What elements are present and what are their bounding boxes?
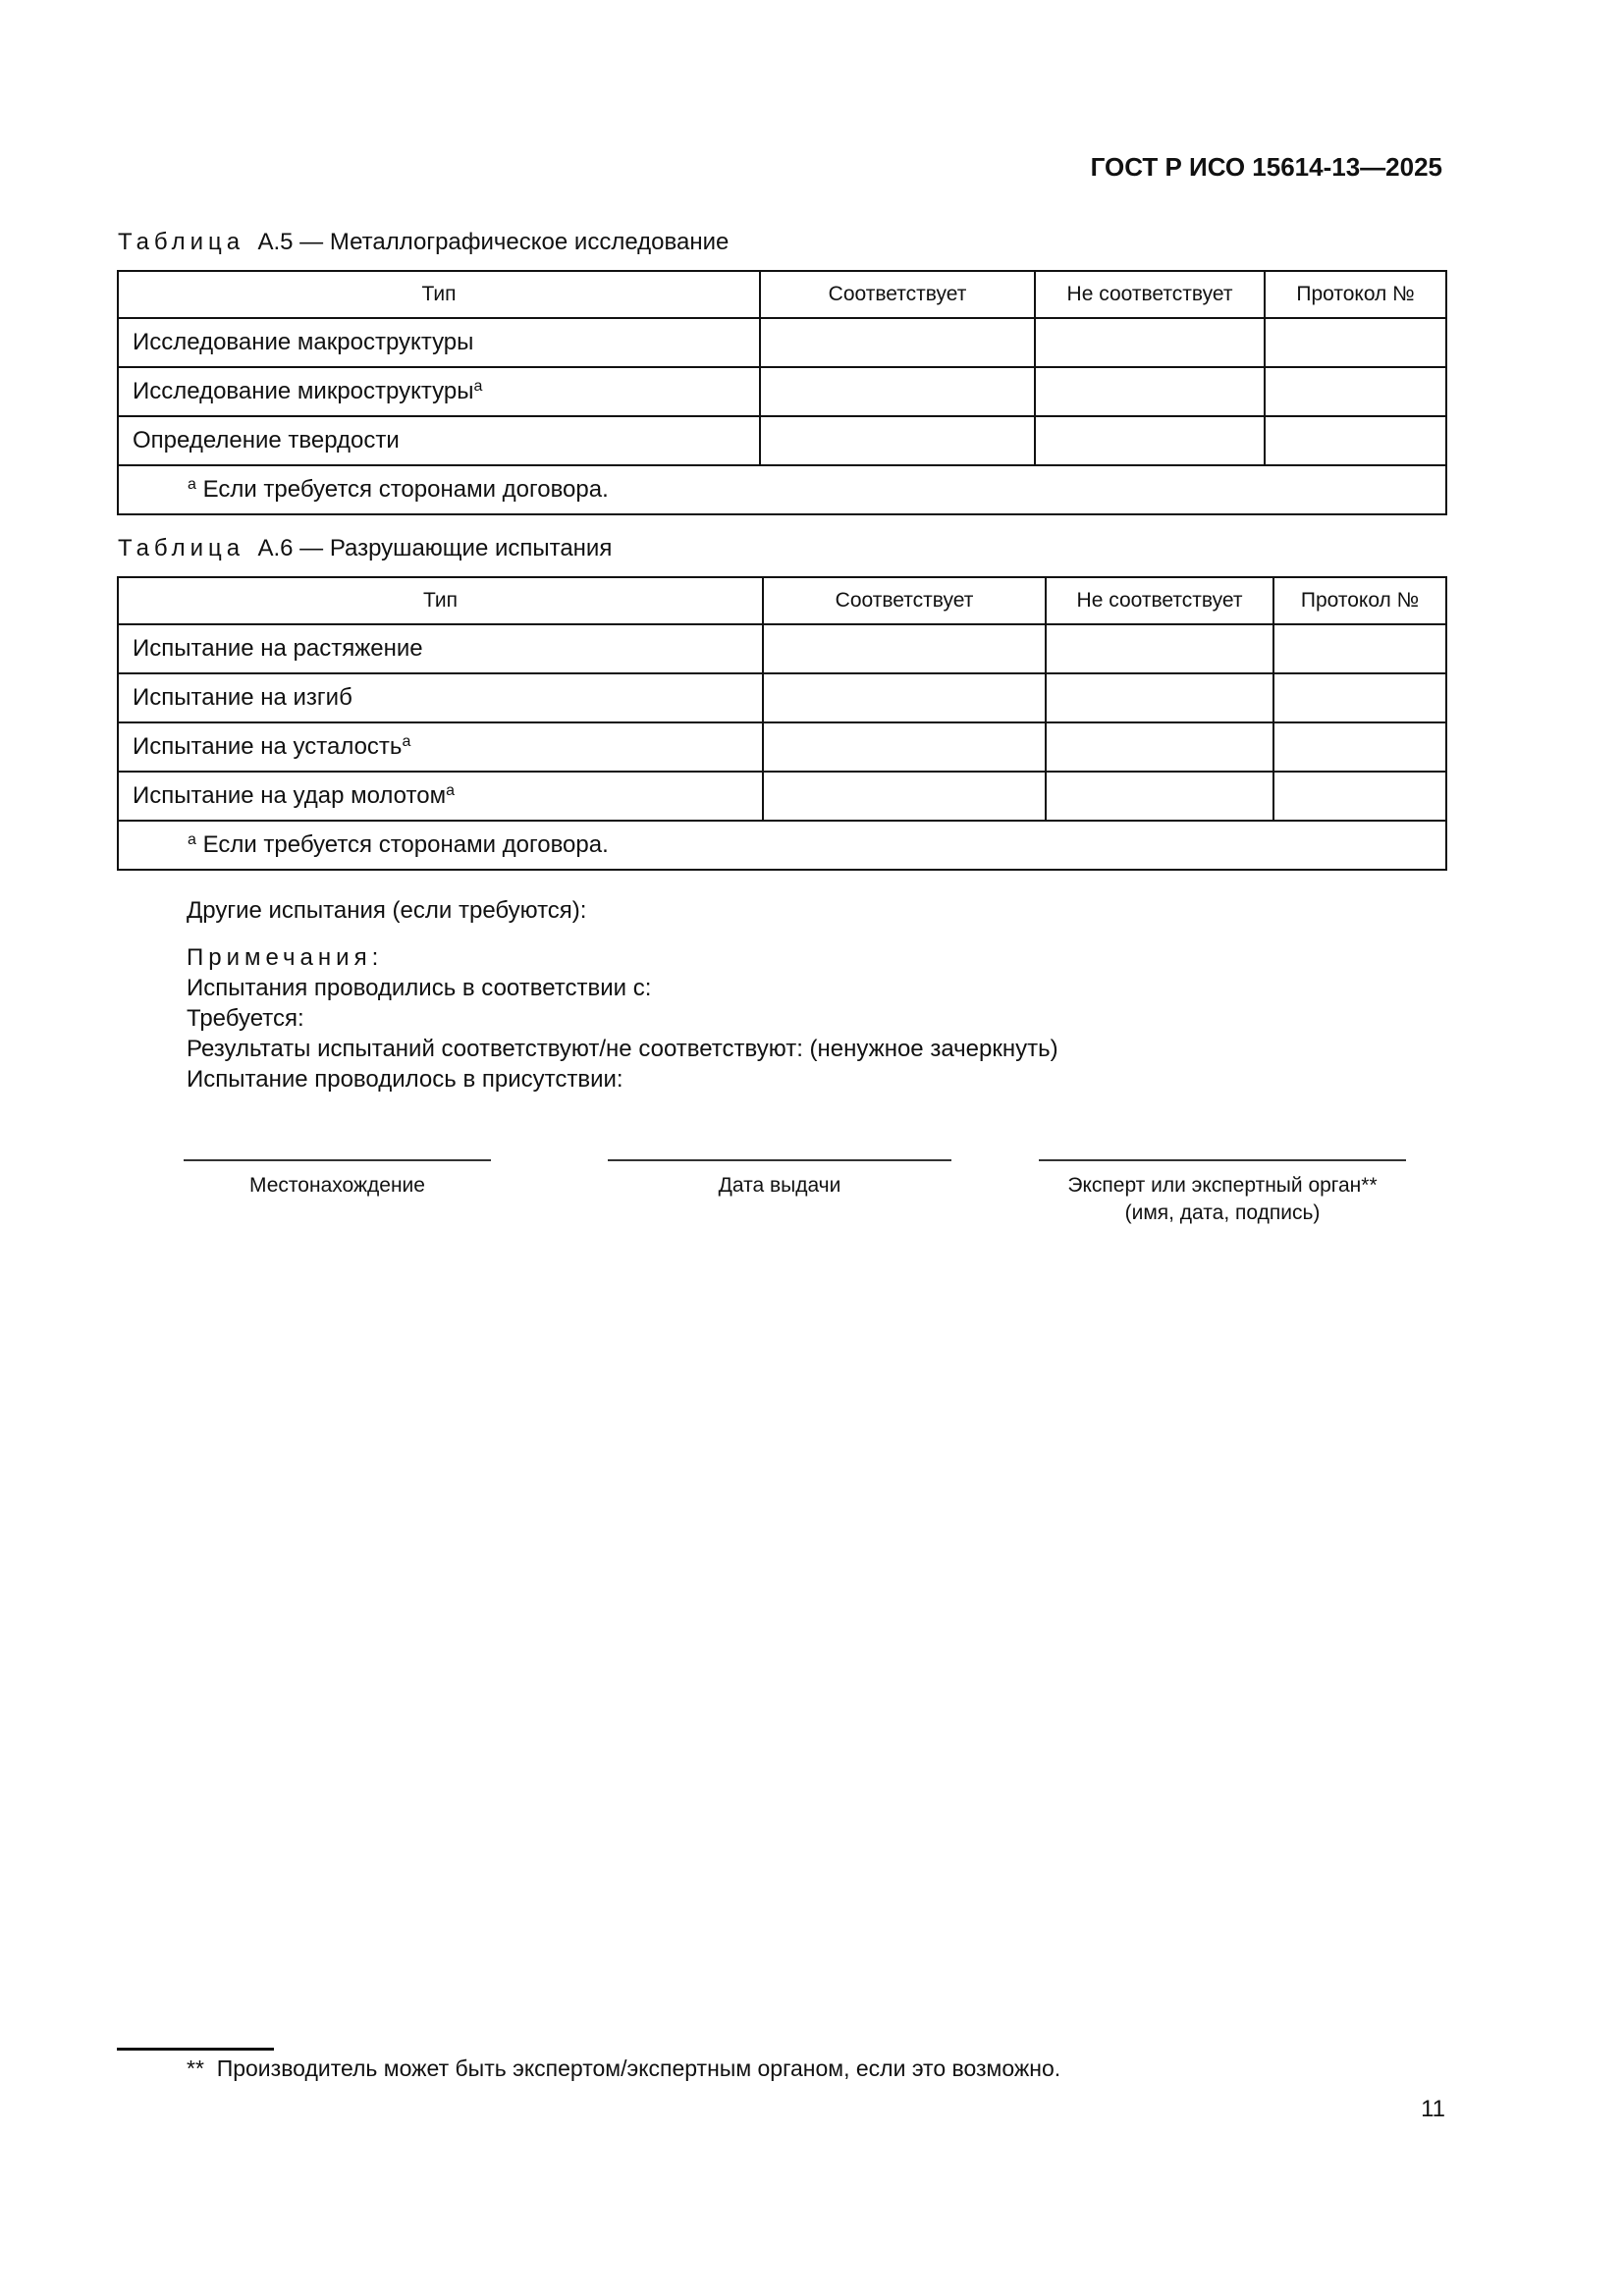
protocol-cell[interactable] — [1265, 367, 1446, 416]
not-conforms-cell[interactable] — [1046, 722, 1273, 772]
conforms-cell[interactable] — [763, 722, 1046, 772]
page-number: 11 — [1421, 2096, 1445, 2122]
expert-sublabel: (имя, дата, подпись) — [1124, 1201, 1321, 1224]
notes-line: Испытания проводились в соответствии с: — [187, 975, 652, 1001]
expert-signature-line[interactable] — [1039, 1159, 1406, 1161]
not-conforms-cell[interactable] — [1046, 673, 1273, 722]
row-type-cell: Испытание на усталость$^a$ — [118, 722, 763, 772]
footnote-separator — [117, 2048, 274, 2051]
conforms-cell[interactable] — [760, 367, 1035, 416]
column-header-protocol: Протокол № — [1273, 577, 1446, 624]
other-tests-text: Другие испытания (если требуются): — [187, 897, 587, 924]
location-label: Местонахождение — [249, 1174, 425, 1197]
conforms-cell[interactable] — [763, 624, 1046, 673]
not-conforms-cell[interactable] — [1035, 367, 1265, 416]
not-conforms-cell[interactable] — [1035, 318, 1265, 367]
notes-line: Требуется: — [187, 1005, 304, 1032]
notes-line: Результаты испытаний соответствуют/не соответствуют: (ненужное зачеркнуть) — [187, 1036, 1058, 1062]
protocol-cell[interactable] — [1265, 318, 1446, 367]
column-header-type: Тип — [118, 577, 763, 624]
footnote-text: Производитель может быть экспертом/экспертным органом, если это возможно. — [216, 2056, 1061, 2081]
conforms-cell[interactable] — [760, 416, 1035, 465]
table-a5-label: Таблица — [118, 229, 245, 255]
not-conforms-cell[interactable] — [1035, 416, 1265, 465]
table-row — [118, 722, 1446, 772]
protocol-cell[interactable] — [1273, 722, 1446, 772]
column-header-not-conforms: Не соответствует — [1046, 577, 1273, 624]
notes-line: Испытание проводилось в присутствии: — [187, 1066, 623, 1093]
row-type-cell: Испытание на растяжение — [118, 624, 763, 673]
table-a6-label: Таблица — [118, 535, 245, 561]
table-row — [118, 318, 1446, 367]
table-header-row — [118, 271, 1446, 318]
table-row — [118, 416, 1446, 465]
table-a6 — [117, 576, 1447, 871]
table-a5-caption — [118, 229, 729, 256]
column-header-conforms: Соответствует — [763, 577, 1046, 624]
row-type-cell: Определение твердости — [118, 416, 760, 465]
table-row — [118, 367, 1446, 416]
issue-date-label: Дата выдачи — [718, 1174, 841, 1197]
column-header-type: Тип — [118, 271, 760, 318]
standard-code: ГОСТ Р ИСО 15614-13—2025 — [1090, 152, 1442, 182]
table-a5-title: А.5 — Металлографическое исследование — [257, 229, 730, 255]
not-conforms-cell[interactable] — [1046, 624, 1273, 673]
protocol-cell[interactable] — [1273, 624, 1446, 673]
not-conforms-cell[interactable] — [1046, 772, 1273, 821]
table-a6-title: А.6 — Разрушающие испытания — [257, 535, 613, 561]
notes-block — [187, 942, 1058, 1095]
issue-date-signature-line[interactable] — [608, 1159, 951, 1161]
location-signature-line[interactable] — [184, 1159, 491, 1161]
page-footnote — [187, 2056, 1060, 2082]
row-type-cell: Испытание на удар молотом$^a$ — [118, 772, 763, 821]
footnote-mark: ** — [187, 2056, 204, 2081]
conforms-cell[interactable] — [763, 673, 1046, 722]
table-a5 — [117, 270, 1447, 515]
expert-label-block — [1021, 1172, 1424, 1227]
column-header-protocol: Протокол № — [1265, 271, 1446, 318]
table-footnote-row — [118, 465, 1446, 514]
table-row — [118, 624, 1446, 673]
expert-label: Эксперт или экспертный орган** — [1067, 1174, 1378, 1197]
row-type-cell: Исследование макроструктуры — [118, 318, 760, 367]
notes-heading: Примечания: — [187, 944, 384, 971]
table-footnote: $^a$ Если требуется сторонами договора. — [118, 821, 1446, 870]
table-row — [118, 772, 1446, 821]
table-header-row — [118, 577, 1446, 624]
column-header-conforms: Соответствует — [760, 271, 1035, 318]
protocol-cell[interactable] — [1273, 673, 1446, 722]
conforms-cell[interactable] — [763, 772, 1046, 821]
row-type-cell: Испытание на изгиб — [118, 673, 763, 722]
table-footnote: $^a$ Если требуется сторонами договора. — [118, 465, 1446, 514]
protocol-cell[interactable] — [1265, 416, 1446, 465]
protocol-cell[interactable] — [1273, 772, 1446, 821]
row-type-cell: Исследование микроструктуры$^a$ — [118, 367, 760, 416]
conforms-cell[interactable] — [760, 318, 1035, 367]
table-row — [118, 673, 1446, 722]
table-footnote-row — [118, 821, 1446, 870]
table-a6-caption — [118, 535, 612, 562]
column-header-not-conforms: Не соответствует — [1035, 271, 1265, 318]
